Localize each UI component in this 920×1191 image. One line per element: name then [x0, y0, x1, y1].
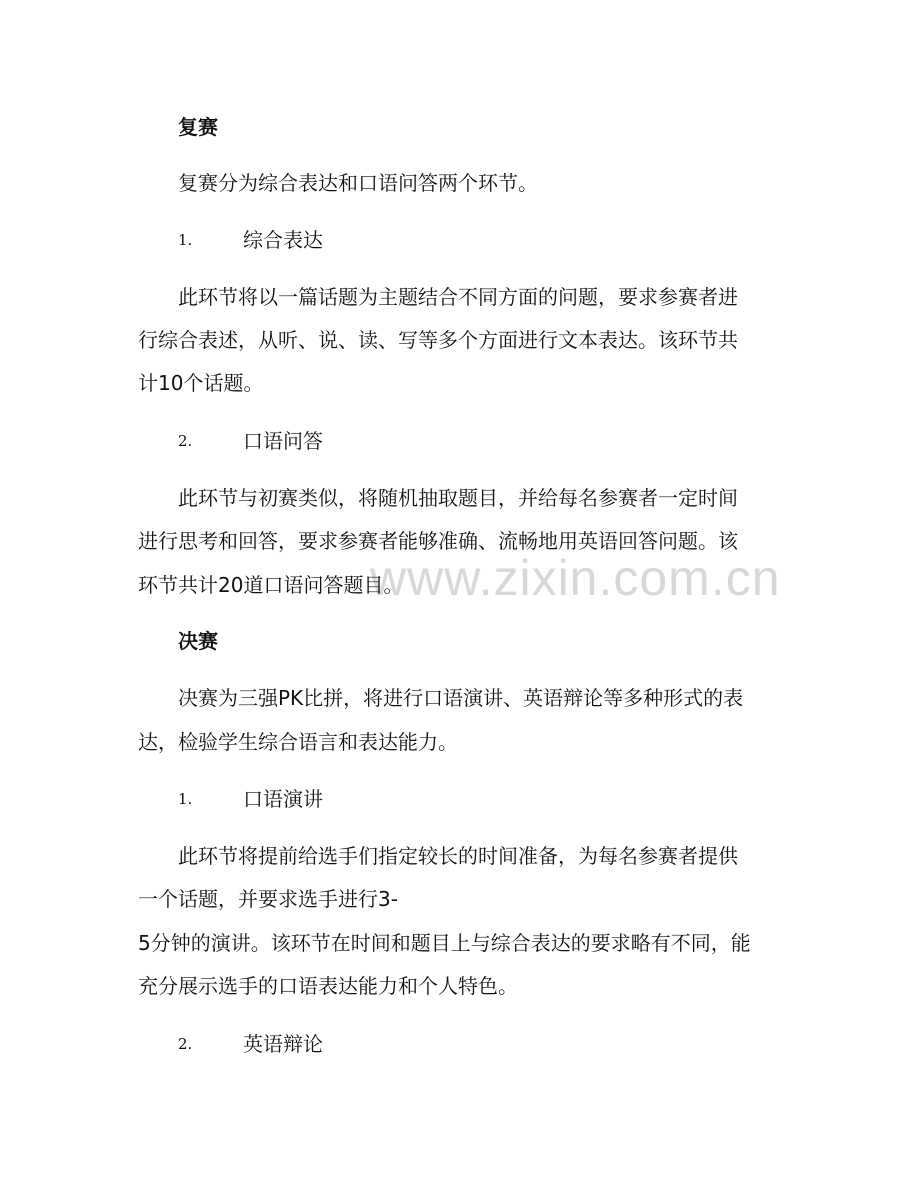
paragraph-line: 此环节将以一篇话题为主题结合不同方面的问题，要求参赛者进 [178, 285, 738, 309]
paragraph-line: 决赛为三强PK比拼，将进行口语演讲、英语辩论等多种形式的表 [178, 686, 744, 710]
paragraph-line: 此环节将提前给选手们指定较长的时间准备，为每名参赛者提供 [178, 844, 738, 868]
paragraph-line: 行综合表述，从听、说、读、写等多个方面进行文本表达。该环节共 [138, 328, 738, 352]
section-heading-final: 决赛 [178, 629, 218, 653]
paragraph-line: 进行思考和回答，要求参赛者能够准确、流畅地用英语回答问题。该 [138, 529, 738, 553]
item-title: 口语问答 [243, 429, 323, 453]
item-title: 英语辩论 [243, 1032, 323, 1056]
paragraph-line: 充分展示选手的口语表达能力和个人特色。 [138, 974, 518, 998]
paragraph-line: 计10个话题。 [138, 371, 264, 395]
list-number: 1. [178, 790, 193, 808]
paragraph-line: 5分钟的演讲。该环节在时间和题目上与综合表达的要求略有不同，能 [138, 931, 751, 955]
section-heading-semifinal: 复赛 [178, 115, 218, 139]
item-title: 口语演讲 [243, 787, 323, 811]
item-title: 综合表达 [243, 228, 323, 252]
paragraph-line: 达，检验学生综合语言和表达能力。 [138, 730, 458, 754]
section-intro: 复赛分为综合表达和口语问答两个环节。 [178, 171, 538, 195]
watermark: www.zixin.com.cn [370, 550, 781, 606]
paragraph-line: 一个话题，并要求选手进行3- [138, 887, 398, 911]
list-number: 2. [178, 1035, 193, 1053]
paragraph-line: 此环节与初赛类似，将随机抽取题目，并给每名参赛者一定时间 [178, 486, 738, 510]
paragraph-line: 环节共计20道口语问答题目。 [138, 573, 404, 597]
list-number: 2. [178, 432, 193, 450]
list-number: 1. [178, 231, 193, 249]
